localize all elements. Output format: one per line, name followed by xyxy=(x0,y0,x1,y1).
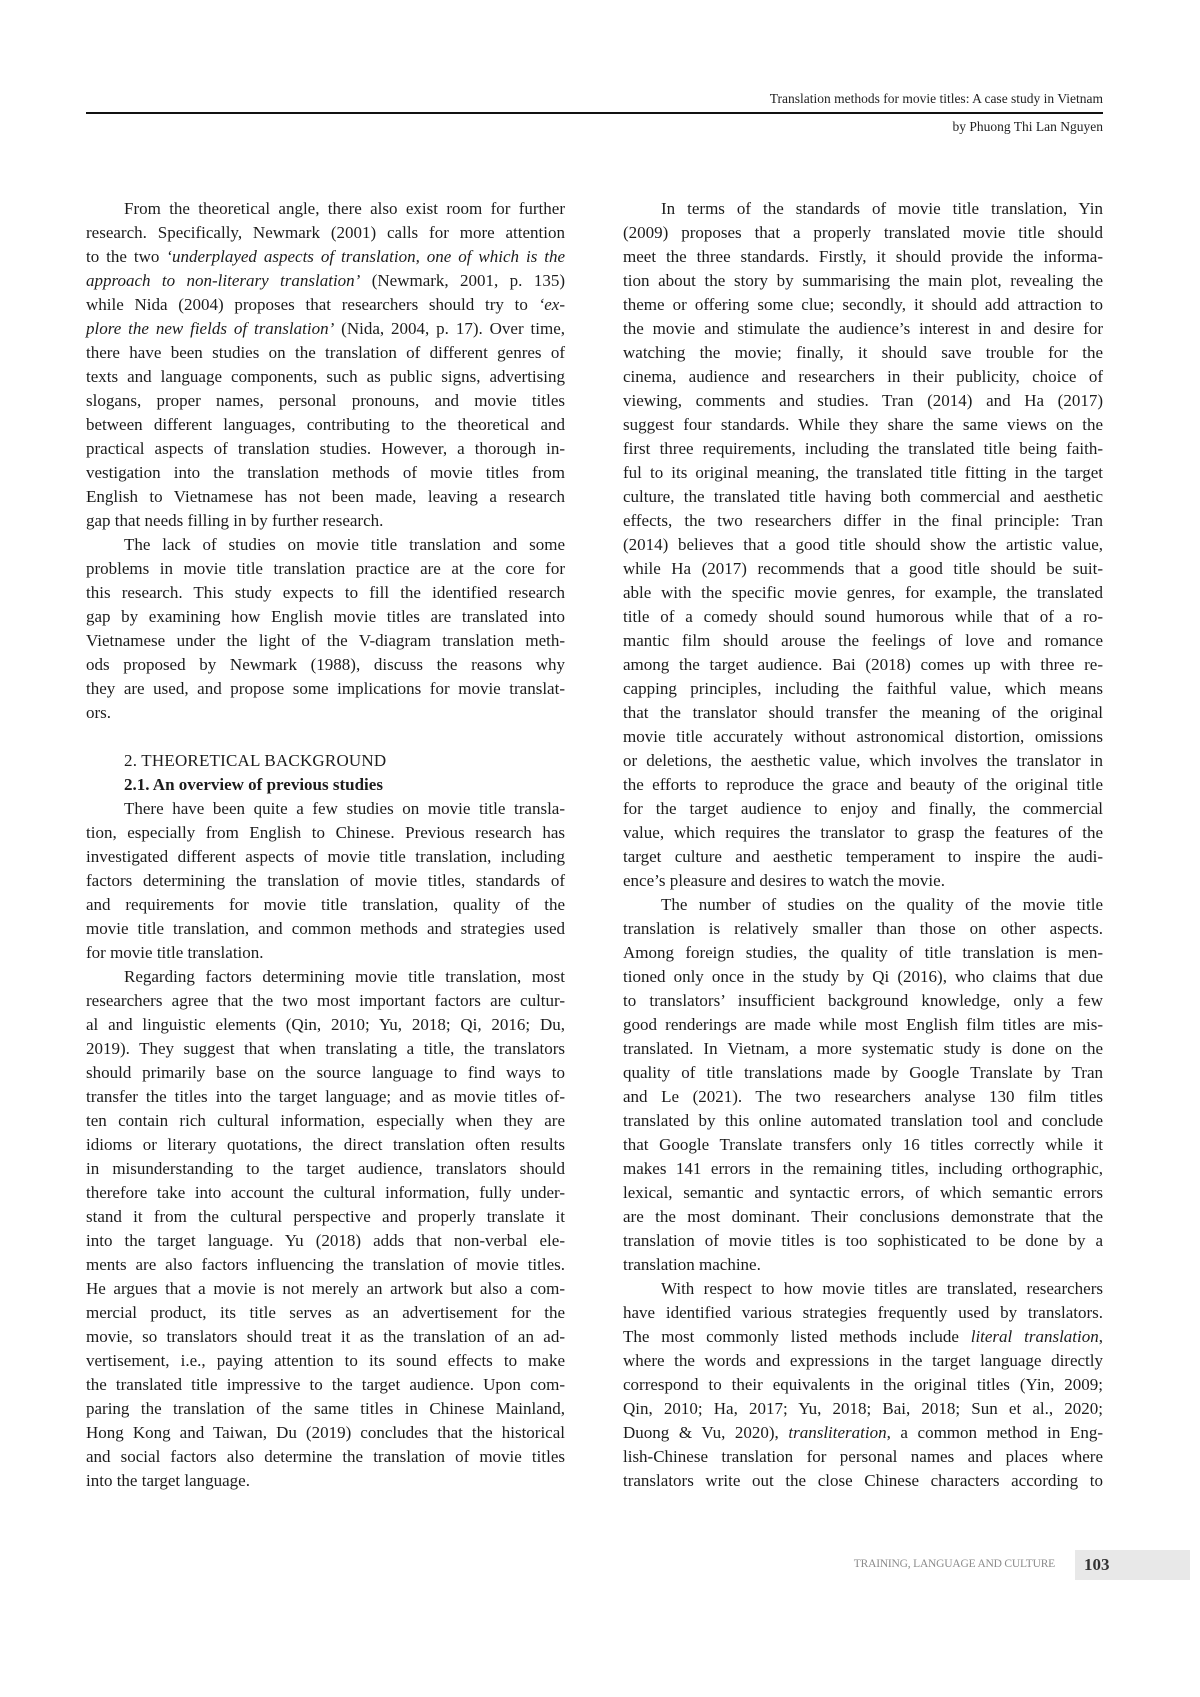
text-line: factors determining the translation of movie titles, standards of xyxy=(86,871,565,890)
text-line: the movie and stimulate the audience’s interest in and desire for xyxy=(623,319,1103,338)
text-run: Duong & Vu, 2020), xyxy=(623,1423,789,1442)
text-line: (2014) believes that a good title should show the artistic value, xyxy=(623,535,1103,554)
text-line: researchers agree that the two most important factors are cultur- xyxy=(86,991,565,1010)
text-line: or deletions, the aesthetic value, which involves the translator in xyxy=(623,751,1103,770)
paragraph xyxy=(623,893,1103,1277)
text-line: movie title accurately without astronomical distortion, omissions xyxy=(623,727,1103,746)
text-run: , xyxy=(1098,1327,1103,1346)
text-line: ence’s pleasure and desires to watch the movie. xyxy=(623,871,945,890)
text-line: ten contain rich cultural information, especially when they are xyxy=(86,1111,565,1130)
emphasis-text: plore the new fields of translation’ xyxy=(86,319,335,338)
text-line: practical aspects of translation studies. However, a thorough in- xyxy=(86,439,565,458)
text-line: while Ha (2017) recommends that a good title should be suit- xyxy=(623,559,1103,578)
text-line: mantic film should arouse the feelings of love and romance xyxy=(623,631,1103,650)
text-line: able with the specific movie genres, for example, the translated xyxy=(623,583,1103,602)
text-line: The number of studies on the quality of the movie title xyxy=(661,895,1103,914)
text-line: among the target audience. Bai (2018) comes up with three re- xyxy=(623,655,1103,674)
text-line: ods proposed by Newmark (1988), discuss the reasons why xyxy=(86,655,565,674)
paragraph xyxy=(86,965,565,1493)
text-line: where the words and expressions in the target language directly xyxy=(623,1351,1103,1370)
text-line: culture, the translated title having both commercial and aesthetic xyxy=(623,487,1103,506)
emphasis-text: transliteration xyxy=(788,1423,887,1442)
text-line: in misunderstanding to the target audience, translators should xyxy=(86,1159,565,1178)
text-run: The most commonly listed methods include xyxy=(623,1327,971,1346)
header-rule xyxy=(86,112,1103,114)
text-line xyxy=(623,1325,1103,1349)
text-line: capping principles, including the faithful value, which means xyxy=(623,679,1103,698)
text-line: lexical, semantic and syntactic errors, of which semantic errors xyxy=(623,1183,1103,1202)
right-column xyxy=(623,197,1103,1493)
paragraph xyxy=(86,197,565,533)
text-line: this research. This study expects to fill the identified research xyxy=(86,583,565,602)
text-line: idioms or literary quotations, the direct translation often results xyxy=(86,1135,565,1154)
paragraph-spacer xyxy=(86,725,565,749)
paragraph xyxy=(86,797,565,965)
text-line: From the theoretical angle, there also exist room for further xyxy=(124,199,565,218)
emphasis-text: literal translation xyxy=(970,1327,1099,1346)
text-line: paring the translation of the same titles in Chinese Mainland, xyxy=(86,1399,565,1418)
text-line: tion, especially from English to Chinese. Previous research has xyxy=(86,823,565,842)
text-line: target culture and aesthetic temperament to inspire the audi- xyxy=(623,847,1103,866)
text-line: for the target audience to enjoy and finally, the commercial xyxy=(623,799,1103,818)
text-line: quality of title translations made by Google Translate by Tran xyxy=(623,1063,1103,1082)
text-line: first three requirements, including the translated title being faith- xyxy=(623,439,1103,458)
text-line: and social factors also determine the translation of movie titles xyxy=(86,1447,565,1466)
text-line: they are used, and propose some implications for movie translat- xyxy=(86,679,565,698)
text-line: value, which requires the translator to grasp the features of the xyxy=(623,823,1103,842)
text-line: therefore take into account the cultural information, fully under- xyxy=(86,1183,565,1202)
text-line: theme or offering some clue; secondly, it should add attraction to xyxy=(623,295,1103,314)
text-line: research. Specifically, Newmark (2001) calls for more attention xyxy=(86,223,565,242)
text-line: are the most dominant. Their conclusions demonstrate that the xyxy=(623,1207,1103,1226)
text-line: translators write out the close Chinese characters according to xyxy=(623,1471,1103,1490)
text-line: should primarily base on the source language to find ways to xyxy=(86,1063,565,1082)
text-line: there have been studies on the translation of different genres of xyxy=(86,343,565,362)
text-line: into the target language. Yu (2018) adds that non-verbal ele- xyxy=(86,1231,565,1250)
text-line: translation of movie titles is too sophisticated to be done by a xyxy=(623,1231,1103,1250)
text-line: correspond to their equivalents in the original titles (Yin, 2009; xyxy=(623,1375,1103,1394)
page-number: 103 xyxy=(1084,1555,1110,1574)
text-line: investigated different aspects of movie title translation, including xyxy=(86,847,565,866)
text-line: translation machine. xyxy=(623,1255,761,1274)
paragraph xyxy=(623,1277,1103,1493)
text-line: good renderings are made while most English film titles are mis- xyxy=(623,1015,1103,1034)
text-line: Vietnamese under the light of the V-diagram translation meth- xyxy=(86,631,565,650)
text-line: Among foreign studies, the quality of title translation is men- xyxy=(623,943,1103,962)
text-line: texts and language components, such as public signs, advertising xyxy=(86,367,565,386)
journal-name: TRAINING, LANGUAGE AND CULTURE xyxy=(853,1558,1055,1570)
text-line: The lack of studies on movie title translation and some xyxy=(124,535,565,554)
text-line: (2009) proposes that a properly translated movie title should xyxy=(623,223,1103,242)
text-line: problems in movie title translation practice are at the core for xyxy=(86,559,565,578)
text-line: vertisement, i.e., paying attention to its sound effects to make xyxy=(86,1351,565,1370)
text-line: and Le (2021). The two researchers analyse 130 film titles xyxy=(623,1087,1103,1106)
paragraph xyxy=(623,197,1103,893)
text-line: cinema, audience and researchers in their publicity, choice of xyxy=(623,367,1103,386)
text-line xyxy=(623,1421,1103,1445)
text-line: makes 141 errors in the remaining titles, including orthographic, xyxy=(623,1159,1103,1178)
text-line: lish-Chinese translation for personal names and places where xyxy=(623,1447,1103,1466)
text-line: vestigation into the translation methods of movie titles from xyxy=(86,463,565,482)
text-run: to the two xyxy=(86,247,167,266)
text-line: Hong Kong and Taiwan, Du (2019) concludes that the historical xyxy=(86,1423,565,1442)
text-run: (Newmark, 2001, p. 135) xyxy=(360,271,565,290)
text-line: In terms of the standards of movie title translation, Yin xyxy=(661,199,1103,218)
text-line: tioned only once in the study by Qi (2016), who claims that due xyxy=(623,967,1103,986)
running-title: Translation methods for movie titles: A case study in Vietnam xyxy=(769,91,1103,106)
text-line: mercial product, its title serves as an advertisement for the xyxy=(86,1303,565,1322)
text-line: al and linguistic elements (Qin, 2010; Yu, 2018; Qi, 2016; Du, xyxy=(86,1015,565,1034)
text-line: ments are also factors influencing the translation of movie titles. xyxy=(86,1255,565,1274)
page-number-box xyxy=(1075,1550,1190,1580)
text-line: 2019). They suggest that when translating a title, the translators xyxy=(86,1039,565,1058)
text-line xyxy=(86,245,565,269)
text-line: There have been quite a few studies on movie title transla- xyxy=(124,799,565,818)
text-line: effects, the two researchers differ in the final principle: Tran xyxy=(623,511,1103,530)
text-line: He argues that a movie is not merely an artwork but also a com- xyxy=(86,1279,565,1298)
text-line: transfer the titles into the target language; and as movie titles of- xyxy=(86,1087,565,1106)
text-run: while Nida (2004) proposes that researchers should try to xyxy=(86,295,539,314)
text-line: suggest four standards. While they share the same views on the xyxy=(623,415,1103,434)
subsection-heading: 2.1. An overview of previous studies xyxy=(124,775,383,794)
text-line: watching the movie; finally, it should save trouble for the xyxy=(623,343,1103,362)
text-line: that Google Translate transfers only 16 titles correctly while it xyxy=(623,1135,1103,1154)
emphasis-text: ‘underplayed aspects of translation, one of which is the xyxy=(166,247,566,266)
text-line: to translators’ insufficient background knowledge, only a few xyxy=(623,991,1103,1010)
text-line: With respect to how movie titles are translated, researchers xyxy=(661,1279,1103,1298)
running-author: by Phuong Thi Lan Nguyen xyxy=(952,119,1103,134)
text-line: ors. xyxy=(86,703,112,722)
paragraph xyxy=(86,533,565,725)
text-line: viewing, comments and studies. Tran (2014) and Ha (2017) xyxy=(623,391,1103,410)
text-line: the efforts to reproduce the grace and beauty of the original title xyxy=(623,775,1103,794)
text-line: have identified various strategies frequently used by translators. xyxy=(623,1303,1103,1322)
text-line: Qin, 2010; Ha, 2017; Yu, 2018; Bai, 2018; Sun et al., 2020; xyxy=(623,1399,1103,1418)
text-line: movie title translation, and common methods and strategies used xyxy=(86,919,565,938)
text-line: that the translator should transfer the meaning of the original xyxy=(623,703,1103,722)
text-line: ful to its original meaning, the translated title fitting in the target xyxy=(623,463,1103,482)
text-run: , a common method in Eng- xyxy=(886,1423,1103,1442)
text-line: tion about the story by summarising the main plot, revealing the xyxy=(623,271,1103,290)
text-line: the translated title impressive to the target audience. Upon com- xyxy=(86,1375,565,1394)
emphasis-text: approach to non-literary translation’ xyxy=(86,271,361,290)
section-heading: 2. THEORETICAL BACKGROUND xyxy=(124,751,387,770)
text-line: translated. In Vietnam, a more systematic study is done on the xyxy=(623,1039,1103,1058)
text-line xyxy=(86,317,565,341)
text-line: between different languages, contributing to the theoretical and xyxy=(86,415,565,434)
left-column xyxy=(86,197,565,1493)
text-line xyxy=(86,293,565,317)
text-line: for movie title translation. xyxy=(86,943,264,962)
text-line: stand it from the cultural perspective and properly translate it xyxy=(86,1207,565,1226)
text-line: movie, so translators should treat it as the translation of an ad- xyxy=(86,1327,565,1346)
text-line: meet the three standards. Firstly, it should provide the informa- xyxy=(623,247,1103,266)
text-line: gap by examining how English movie titles are translated into xyxy=(86,607,565,626)
text-line xyxy=(86,269,565,293)
text-run: (Nida, 2004, p. 17). Over time, xyxy=(334,319,565,338)
text-line: title of a comedy should sound humorous while that of a ro- xyxy=(623,607,1103,626)
text-line: into the target language. xyxy=(86,1471,250,1490)
text-line: translation is relatively smaller than those on other aspects. xyxy=(623,919,1103,938)
text-line: translated by this online automated translation tool and conclude xyxy=(623,1111,1103,1130)
text-line: Regarding factors determining movie title translation, most xyxy=(124,967,565,986)
text-line: slogans, proper names, personal pronouns, and movie titles xyxy=(86,391,565,410)
emphasis-text: ‘ex- xyxy=(538,295,565,314)
text-line: and requirements for movie title translation, quality of the xyxy=(86,895,565,914)
text-line: English to Vietnamese has not been made, leaving a research xyxy=(86,487,565,506)
text-line: gap that needs filling in by further research. xyxy=(86,511,384,530)
